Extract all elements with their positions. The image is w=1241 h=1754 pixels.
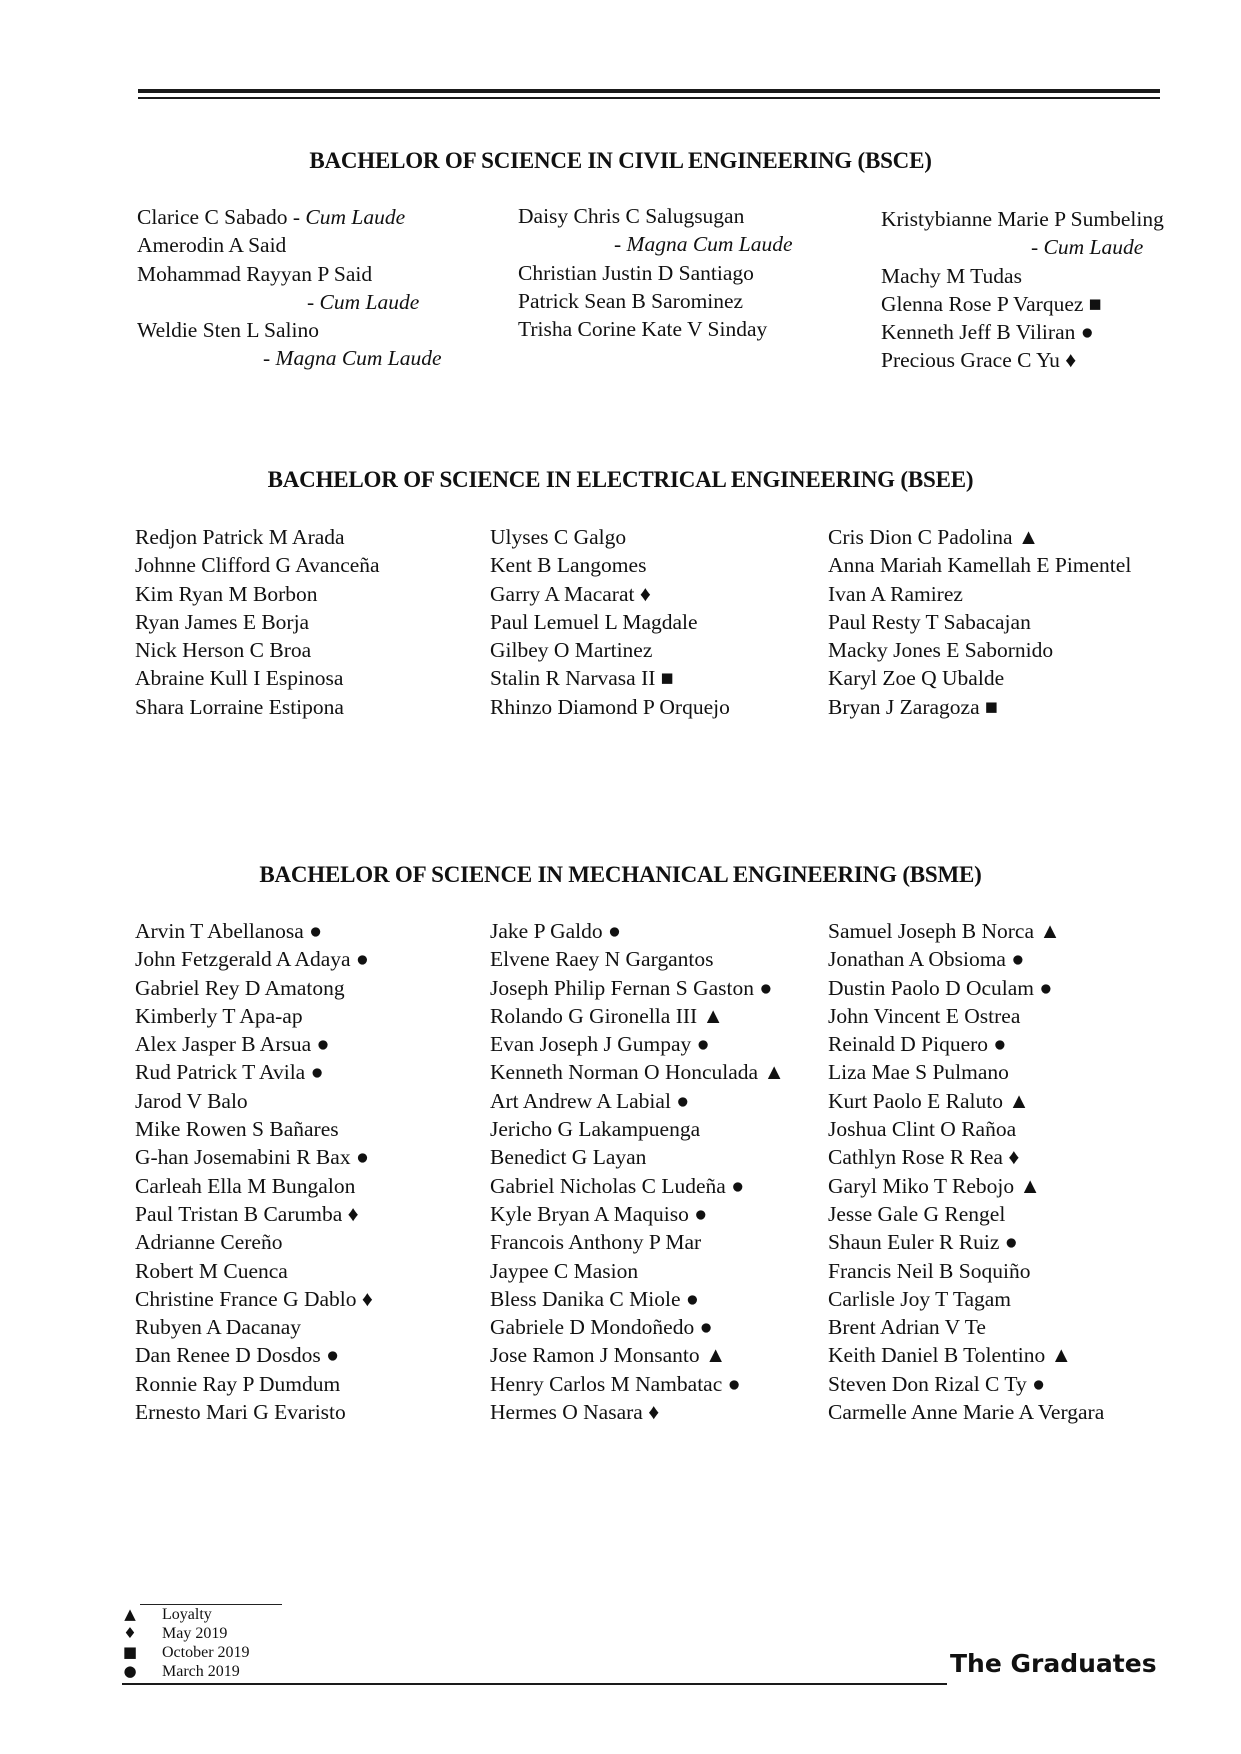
bsce-column-2 [518, 202, 793, 343]
graduate-name: Jake P Galdo ● [490, 919, 622, 943]
graduate-name: Ryan James E Borja [135, 609, 310, 634]
graduate-name: Jarod V Balo [135, 1088, 248, 1113]
bsme-column-3 [828, 917, 1104, 1426]
footer-title: The Graduates [950, 1649, 1157, 1678]
graduate-name: Christian Justin D Santiago [518, 260, 754, 285]
graduate-name: Brent Adrian V Te [828, 1315, 986, 1340]
latin-honor: - Cum Laude [307, 289, 420, 314]
legend-item: ■ October 2019 [122, 1643, 250, 1661]
graduate-name: Henry Carlos M Nambatac ● [490, 1371, 741, 1396]
graduate-name: Carmelle Anne Marie A Vergara [828, 1400, 1105, 1425]
graduate-name: Patrick Sean B Sarominez [518, 288, 744, 313]
graduate-name: Joshua Clint O Rañoa [828, 1117, 1017, 1142]
graduate-name: Paul Tristan B Carumba ♦ [135, 1201, 359, 1226]
graduate-name: Shara Lorraine Estipona [135, 694, 344, 719]
graduate-name: Kenneth Jeff B Viliran ● [881, 320, 1094, 345]
graduate-name: Rud Patrick T Avila ● [135, 1060, 324, 1085]
diamond-icon: ♦ [123, 1624, 137, 1642]
graduate-name: Reinald D Piquero ● [828, 1032, 1007, 1057]
footer-rule [122, 1683, 947, 1685]
graduate-name: Ronnie Ray P Dumdum [135, 1371, 341, 1396]
graduate-name: Gilbey O Martinez [490, 638, 653, 663]
graduate-name: Trisha Corine Kate V Sinday [518, 317, 768, 342]
graduate-name: Adrianne Cereño [135, 1230, 283, 1255]
graduate-name: Redjon Patrick M Arada [135, 525, 345, 549]
graduate-name: Carleah Ella M Bungalon [135, 1173, 356, 1198]
bsee-title: BACHELOR OF SCIENCE IN ELECTRICAL ENGINEERING (BSEE) [267, 467, 974, 492]
graduate-name: Nick Herson C Broa [135, 638, 312, 663]
bsme-title: BACHELOR OF SCIENCE IN MECHANICAL ENGINEERING (BSME) [259, 862, 982, 887]
graduate-name: Benedict G Layan [490, 1145, 647, 1170]
bsee-column-1 [135, 523, 380, 721]
graduate-name: Paul Lemuel L Magdale [490, 609, 698, 634]
graduate-name: Jaypee C Masion [490, 1258, 639, 1283]
triangle-icon: ▲ [124, 1605, 136, 1623]
graduate-name: Kimberly T Apa-ap [135, 1003, 303, 1028]
graduate-name: Gabriele D Mondoñedo ● [490, 1315, 713, 1340]
graduate-name: Dan Renee D Dosdos ● [135, 1343, 340, 1368]
bsce-column-1 [137, 203, 442, 373]
graduate-name: Macky Jones E Sabornido [828, 638, 1054, 663]
legend-item: ♦ May 2019 [123, 1624, 228, 1642]
graduate-name: Garry A Macarat ♦ [490, 581, 651, 606]
graduate-name: Anna Mariah Kamellah E Pimentel [828, 553, 1132, 578]
graduate-name: Kyle Bryan A Maquiso ● [490, 1201, 708, 1226]
bsce-title: BACHELOR OF SCIENCE IN CIVIL ENGINEERING (BSCE) [309, 148, 932, 173]
graduate-name: Hermes O Nasara ♦ [490, 1400, 660, 1425]
graduate-name: Joseph Philip Fernan S Gaston ● [490, 975, 773, 1000]
bsme-column-2 [490, 917, 785, 1426]
graduate-name: Daisy Chris C Salugsugan [518, 204, 745, 228]
graduate-name: Rubyen A Dacanay [135, 1315, 301, 1340]
graduate-name: Christine France G Dablo ♦ [135, 1286, 373, 1311]
graduate-name: Jesse Gale G Rengel [828, 1201, 1006, 1226]
graduate-name: Mohammad Rayyan P Said [137, 261, 373, 286]
graduate-name: John Vincent E Ostrea [828, 1003, 1021, 1028]
graduate-name: Samuel Joseph B Norca ▲ [828, 919, 1061, 943]
graduate-name: Elvene Raey N Gargantos [490, 947, 714, 972]
graduate-name: Rhinzo Diamond P Orquejo [490, 694, 730, 719]
graduate-name: Dustin Paolo D Oculam ● [828, 975, 1053, 1000]
latin-honor: - Magna Cum Laude [614, 232, 793, 257]
graduate-name: Carlisle Joy T Tagam [828, 1286, 1012, 1311]
graduate-name: Liza Mae S Pulmano [828, 1060, 1009, 1085]
bsme-column-1 [135, 917, 373, 1426]
graduate-name: Clarice C Sabado - Cum Laude [137, 205, 406, 229]
graduate-name: Jericho G Lakampuenga [490, 1117, 701, 1142]
graduate-name: Evan Joseph J Gumpay ● [490, 1032, 710, 1057]
graduate-name: Bless Danika C Miole ● [490, 1286, 699, 1311]
graduate-name: Garyl Miko T Rebojo ▲ [828, 1173, 1041, 1198]
graduate-name: Steven Don Rizal C Ty ● [828, 1371, 1046, 1396]
graduate-name: Machy M Tudas [881, 263, 1022, 288]
graduate-name: Paul Resty T Sabacajan [828, 609, 1031, 634]
graduate-name: Alex Jasper B Arsua ● [135, 1032, 330, 1057]
legend-item: ▲ Loyalty [122, 1605, 322, 1624]
latin-honor: - Magna Cum Laude [263, 346, 442, 371]
graduate-name: Kenneth Norman O Honculada ▲ [490, 1060, 785, 1085]
bsee-column-3 [828, 523, 1131, 721]
graduate-name: Kent B Langomes [490, 553, 647, 578]
graduate-name: Gabriel Nicholas C Ludeña ● [490, 1173, 745, 1198]
graduate-name: Kurt Paolo E Raluto ▲ [828, 1088, 1030, 1113]
graduate-name: Gabriel Rey D Amatong [135, 975, 345, 1000]
bsee-column-2 [490, 523, 730, 721]
graduate-name: Karyl Zoe Q Ubalde [828, 666, 1005, 691]
graduate-name: Mike Rowen S Bañares [135, 1117, 339, 1142]
graduate-name: Amerodin A Said [137, 233, 287, 258]
legend-item: ● March 2019 [123, 1662, 240, 1680]
graduate-name: Arvin T Abellanosa ● [135, 919, 323, 943]
graduate-name: Francis Neil B Soquiño [828, 1258, 1031, 1283]
graduate-name: Johnne Clifford G Avanceña [135, 553, 380, 578]
graduate-name: Kim Ryan M Borbon [135, 581, 318, 606]
graduate-name: Keith Daniel B Tolentino ▲ [828, 1343, 1072, 1368]
graduate-name: Jose Ramon J Monsanto ▲ [490, 1343, 727, 1368]
graduate-name: Ernesto Mari G Evaristo [135, 1400, 346, 1425]
graduate-name: Shaun Euler R Ruiz ● [828, 1230, 1018, 1255]
graduate-name: Glenna Rose P Varquez ■ [881, 291, 1102, 316]
graduate-name: Art Andrew A Labial ● [490, 1088, 690, 1113]
graduate-name: Francois Anthony P Mar [490, 1230, 702, 1255]
graduate-name: Robert M Cuenca [135, 1258, 288, 1283]
graduate-name: Ulyses C Galgo [490, 525, 627, 549]
circle-icon: ● [123, 1662, 137, 1680]
graduate-name: Kristybianne Marie P Sumbeling [881, 207, 1164, 231]
graduate-name: Abraine Kull I Espinosa [135, 666, 344, 691]
top-rule-thin [138, 97, 1160, 99]
bsce-column-3 [881, 205, 1164, 375]
latin-honor: - Cum Laude [1031, 235, 1144, 260]
graduate-name: G-han Josemabini R Bax ● [135, 1145, 369, 1170]
graduate-name: Stalin R Narvasa II ■ [490, 666, 674, 691]
graduate-name: Ivan A Ramirez [828, 581, 963, 606]
graduate-name: Rolando G Gironella III ▲ [490, 1003, 724, 1028]
graduate-name: Bryan J Zaragoza ■ [828, 694, 998, 719]
graduate-name: Cathlyn Rose R Rea ♦ [828, 1145, 1020, 1170]
graduate-name: Cris Dion C Padolina ▲ [828, 525, 1040, 549]
graduate-name: Weldie Sten L Salino [137, 318, 319, 343]
square-icon: ■ [122, 1643, 138, 1661]
graduate-name: John Fetzgerald A Adaya ● [135, 947, 369, 972]
graduate-name: Precious Grace C Yu ♦ [881, 348, 1077, 373]
top-rule-thick [138, 89, 1160, 93]
graduate-name: Jonathan A Obsioma ● [828, 947, 1025, 972]
